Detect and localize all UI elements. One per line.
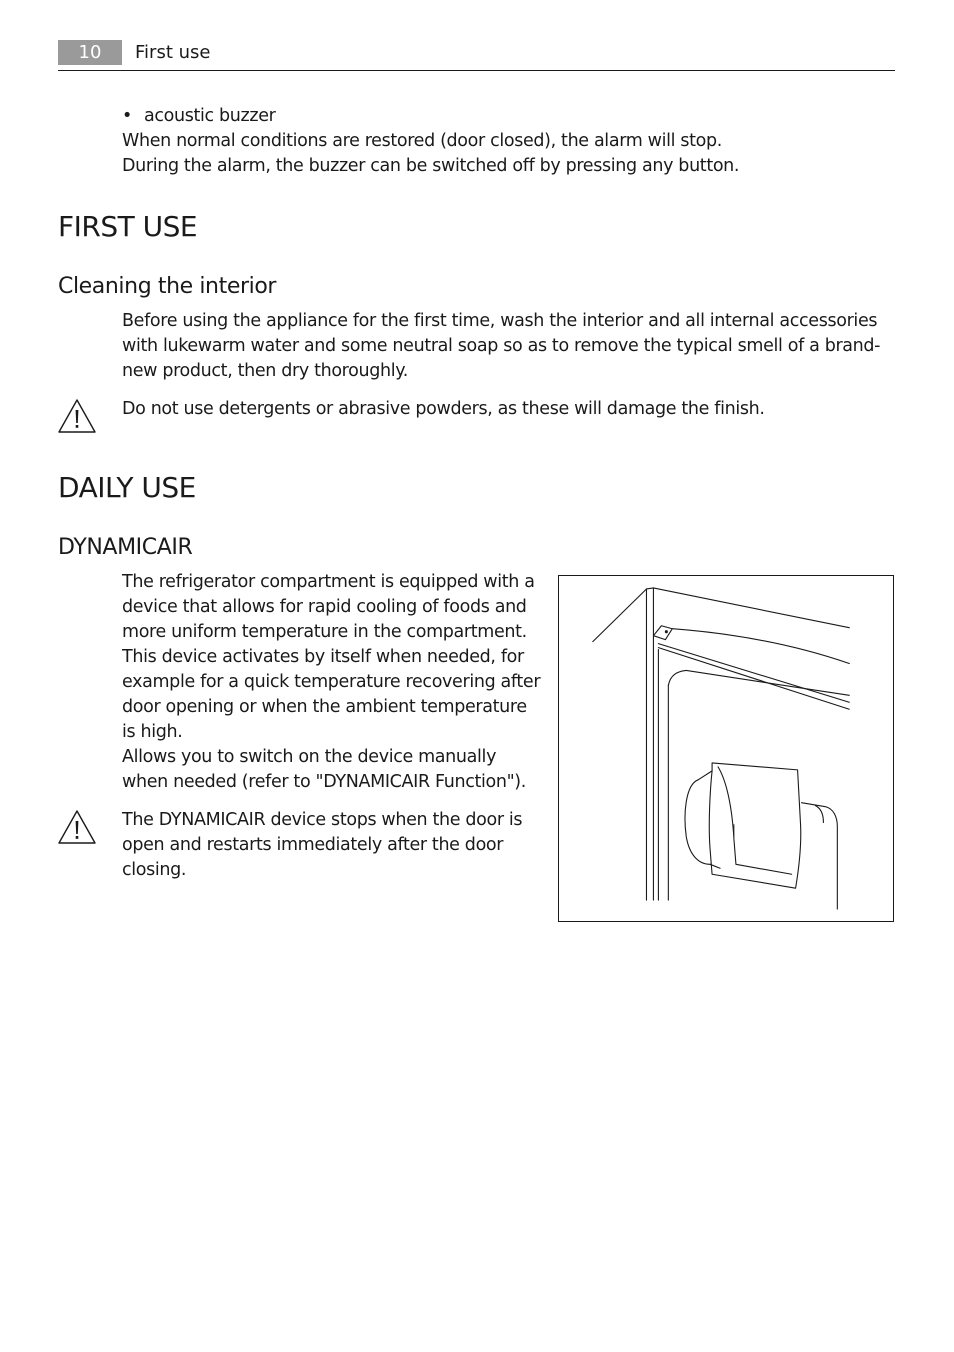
alarm-line: During the alarm, the buzzer can be switched off by pressing any button. <box>122 156 740 176</box>
cleaning-warning <box>122 397 765 422</box>
cleaning-interior-heading: Cleaning the interior <box>58 274 277 299</box>
dynamicair-warning-line: open and restarts immediately after the door <box>122 835 504 855</box>
alarm-line: When normal conditions are restored (door closed), the alarm will stop. <box>122 131 722 151</box>
dynamicair-line: This device activates by itself when needed, for <box>122 647 524 667</box>
dynamicair-illustration <box>558 575 894 922</box>
dynamicair-heading: DYNAMICAIR <box>58 535 193 560</box>
cleaning-line: new product, then dry thoroughly. <box>122 361 408 381</box>
warning-triangle-icon <box>57 398 97 434</box>
first-use-heading: FIRST USE <box>58 210 198 243</box>
dynamicair-line: example for a quick temperature recovering after <box>122 672 541 692</box>
alarm-text-block <box>122 104 739 179</box>
bullet-item <box>122 104 739 129</box>
cleaning-warning-text: Do not use detergents or abrasive powders, as these will damage the finish. <box>122 399 765 419</box>
dynamicair-paragraph <box>122 570 540 795</box>
cleaning-line: with lukewarm water and some neutral soap so as to remove the typical smell of a brand- <box>122 336 881 356</box>
bullet-dot-icon: • <box>122 106 132 126</box>
dynamicair-warning <box>122 808 522 883</box>
warning-triangle-icon <box>57 809 97 845</box>
dynamicair-line: Allows you to switch on the device manually <box>122 747 497 767</box>
dynamicair-line: when needed (refer to "DYNAMICAIR Function"). <box>122 772 526 792</box>
fridge-interior-drawing <box>559 576 893 921</box>
dynamicair-line: door opening or when the ambient temperature <box>122 697 527 717</box>
dynamicair-line: more uniform temperature in the compartment. <box>122 622 527 642</box>
page-number: 10 <box>58 40 122 65</box>
dynamicair-line: is high. <box>122 722 183 742</box>
daily-use-heading: DAILY USE <box>58 471 196 504</box>
page-header <box>58 40 895 71</box>
dynamicair-line: The refrigerator compartment is equipped with a <box>122 572 535 592</box>
dynamicair-warning-line: closing. <box>122 860 187 880</box>
cleaning-line: Before using the appliance for the first time, wash the interior and all internal accessories <box>122 311 878 331</box>
dynamicair-line: device that allows for rapid cooling of foods and <box>122 597 527 617</box>
header-section-title: First use <box>135 42 211 63</box>
bullet-text: acoustic buzzer <box>144 106 276 126</box>
dynamicair-warning-line: The DYNAMICAIR device stops when the door is <box>122 810 523 830</box>
cleaning-paragraph <box>122 309 880 384</box>
